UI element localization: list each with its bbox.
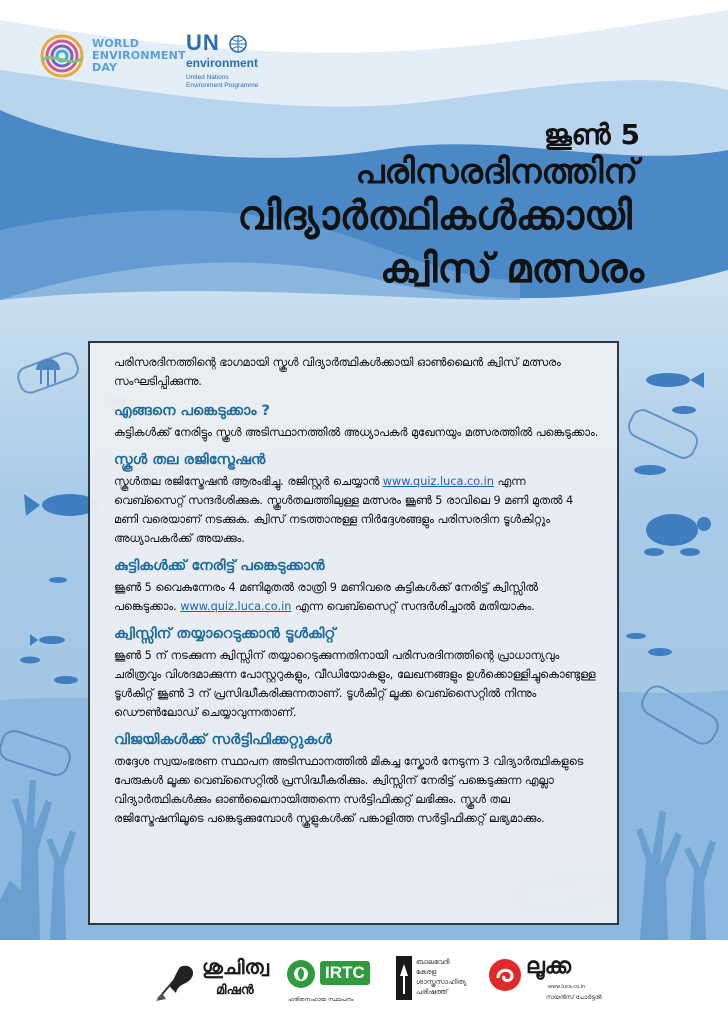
irtc-logo [284,955,384,1013]
ksp-line-3: ശാസ്ത്രസാഹിത്യ [416,978,467,986]
section-heading-certificates: വിജയികൾക്ക് സർട്ടിഫിക്കറ്റുകൾ [114,732,332,748]
section-body-toolkit: ജൂൺ 5 ന് നടക്കുന്ന ക്വിസ്സിന് തയ്യാറെടുക്കുന്നതിനായി പരിസരദിനത്തിന്റെ പ്രാധാന്യവും ചരിത്രവും വിശദമാക്കുന്ന പോസ്റ്ററുകളും, വീഡിയോകളും, ലേഖനങ്ങളും ഉൾക്കൊള്ളിച്ചുകൊണ്ടുള്ള ടൂൾകിറ്റ് ജൂൺ 3 ന് പ്രസിദ്ധീകരിക്കുന്നതാണ്. ടൂൾകിറ്റ് ലൂക്ക വെബ്സൈറ്റിൽ നിന്നും ഡൌൺലോഡ് ചെയ്യാവുന്നതാണ്. [114,649,596,719]
quiz-website-link[interactable]: www.quiz.luca.co.in [382,475,494,488]
school-registration-text-b: എന്ന വെബ്സൈറ്റ് സന്ദർശിക്കുക. സ്കൂൾതലത്തിലുള്ള മത്സരം ജൂൺ 5 രാവിലെ 9 മണി മുതൽ 4 മണി വരെയാണ് നടക്കുക. ക്വിസ് നടത്താനുള്ള നിർദ്ദേശങ്ങളും പരിസരദിന ടൂൾകിറ്റും അധ്യാപകർക്ക് അയക്കും. [114,475,574,545]
quiz-website-link-2[interactable]: www.quiz.luca.co.in [180,600,292,613]
mission-text: മിഷൻ [216,983,254,998]
section-heading-toolkit: ക്വിസ്സിന് തയ്യാറെടുക്കാൻ ടൂൾകിറ്റ് [114,626,336,642]
gear-leaf-icon [284,957,318,991]
luca-logo [488,954,602,1012]
ksp-torch-icon [396,956,412,1000]
unep-logo [186,32,306,94]
ksp-line-1: ബാലവേദി [416,958,450,966]
info-card [88,341,619,925]
ksp-logo [396,956,486,1014]
title-line-2: പരിസരദിനത്തിന് [355,152,638,192]
luca-url[interactable]: www.luca.co.in [548,984,586,990]
title-line-1: ജൂൺ 5 [543,118,640,151]
luca-swirl-icon [488,958,522,992]
world-environment-day-icon [38,32,86,80]
section-body-certificates: തദ്ദേശ സ്വയംഭരണ സ്ഥാപന അടിസ്ഥാനത്തിൽ മികച്ച സ്കോർ നേടുന്ന 3 വിദ്യാർത്ഥികളുടെ പേരുകൾ ലൂക്ക വെബ്സൈറ്റിൽ പ്രസിദ്ധീകരിക്കും. ക്വിസ്സിന് നേരിട്ട് പങ്കെടുക്കുന്ന എല്ലാ വിദ്യാർത്ഥികൾക്കും ഓൺലൈനായിത്തന്നെ സർട്ടിഫിക്കറ്റ് ലഭിക്കും. സ്കൂൾ തല രജിസ്ട്രേഷനിലൂടെ പങ്കെടുക്കുമ്പോൾ സ്കൂളുകൾക്ക് പങ്കാളിത്ത സർട്ടിഫിക്കറ്റ് ലഭ്യമാക്കും. [114,755,584,825]
section-body-direct-participation [114,578,599,616]
footer-logos [0,940,728,1024]
unep-subtitle: United Nations Environment Programme [186,74,259,89]
irtc-text: IRTC [320,961,370,985]
section-body-participation: കുട്ടികൾക്ക് നേരിട്ടും സ്കൂൾ അടിസ്ഥാനത്തിൽ അധ്യാപകർ മുഖേനയും മത്സരത്തിൽ പങ്കെടുക്കാം. [114,426,599,439]
section-body-school-registration [114,472,599,548]
title-line-4: ക്വിസ് മത്സരം [380,246,644,292]
section-heading-direct-participation: കുട്ടികൾക്ക് നേരിട്ട് പങ്കെടുക്കാൻ [114,558,325,574]
bird-broom-icon [152,959,200,1007]
unep-environment-text: environment [186,56,259,70]
suchitwa-text: ശുചിത്വ [202,955,269,979]
school-registration-text-a: സ്കൂൾതല രജിസ്ട്രേഷൻ ആരംഭിച്ചു. രജിസ്റ്റർ ചെയ്യാൻ [114,475,383,488]
luca-subtitle: സയൻസ് പോർട്ടൽ [546,994,602,1001]
world-environment-day-logo [38,32,186,88]
section-heading-participation: എങ്ങനെ പങ്കെടുക്കാം ? [114,403,270,419]
un-globe-icon [228,34,248,54]
suchitwa-mission-logo [152,955,278,1013]
wed-logo-text: WORLD ENVIRONMENT DAY [92,37,186,74]
un-logo-text: UN [186,30,220,55]
irtc-subtitle: ഹരിതസഹായ സ്ഥാപനം [288,997,354,1003]
ksp-line-2: കേരള [416,968,437,976]
intro-text: പരിസരദിനത്തിന്റെ ഭാഗമായി സ്കൂൾ വിദ്യാർത്ഥികൾക്കായി ഓൺലൈൻ ക്വിസ് മത്സരം സംഘടിപ്പിക്കുന്നു. [114,356,561,388]
direct-participation-text-b: എന്ന വെബ്സൈറ്റ് സന്ദർശിച്ചാൽ മതിയാകും. [291,600,535,613]
section-heading-school-registration: സ്കൂൾ തല രജിസ്ട്രേഷൻ [114,452,266,468]
ksp-line-4: പരിഷത്ത് [416,988,448,996]
title-line-3: വിദ്യാർത്ഥികൾക്കായി [237,193,632,239]
luca-text: ലൂക്ക [526,954,572,979]
direct-participation-text-a: ജൂൺ 5 വൈകുന്നേരം 4 മണിമുതൽ രാത്രി 9 മണിവരെ കുട്ടികൾക്ക് നേരിട്ട് ക്വിസ്സിൽ പങ്കെടുക്കാം. [114,581,538,613]
